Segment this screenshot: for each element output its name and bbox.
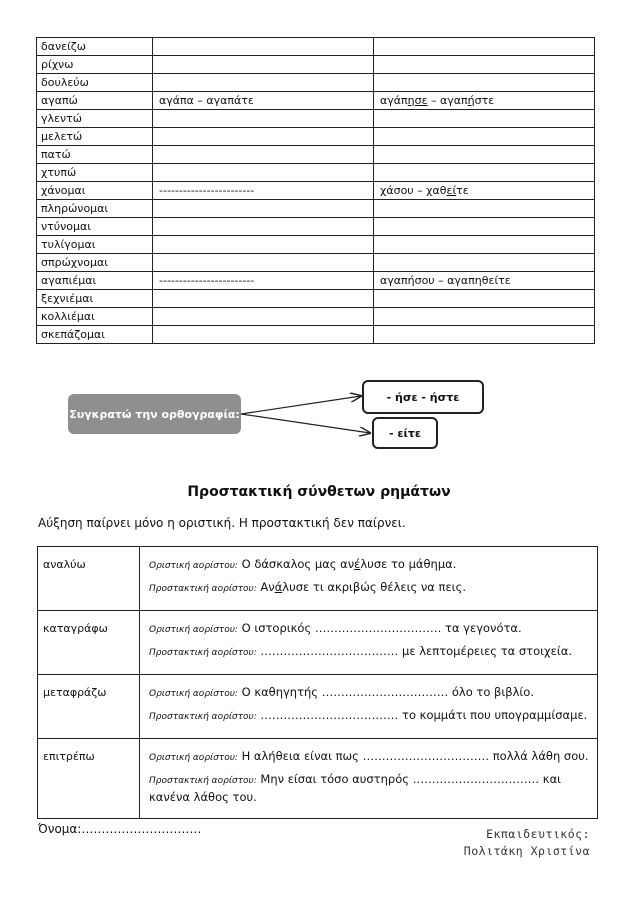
verb-cell: τυλίγομαι [37, 236, 153, 254]
verb-row [37, 326, 595, 344]
verb-row [37, 74, 595, 92]
ending-hse-hste: - ήσε - ήστε [362, 380, 484, 414]
verb-row [37, 146, 595, 164]
verb-row [37, 164, 595, 182]
aorist-imperative-cell[interactable] [374, 254, 595, 272]
arrow-to-ending1 [241, 396, 361, 414]
compound-row [38, 611, 598, 675]
compound-verb: αναλύω [38, 547, 140, 611]
aorist-imperative-cell[interactable] [374, 326, 595, 344]
indicative-line: Οριστική αορίστου: Ο δάσκαλος μας ανέλυσε το μάθημα. [149, 557, 457, 571]
author-role: Εκπαιδευτικός: [486, 827, 590, 841]
present-imperative-cell[interactable] [153, 326, 374, 344]
verb-cell: ρίχνω [37, 56, 153, 74]
verb-row [37, 290, 595, 308]
present-imperative-cell[interactable] [153, 254, 374, 272]
imperative-line: Προστακτική αορίστου: Ανάλυσε τι ακριβώς θέλεις να πεις. [149, 580, 466, 594]
verb-cell: πατώ [37, 146, 153, 164]
verb-row [37, 92, 595, 110]
present-imperative-cell[interactable] [153, 236, 374, 254]
verb-row [37, 308, 595, 326]
aorist-imperative-cell[interactable] [374, 308, 595, 326]
compound-verb: μεταφράζω [38, 675, 140, 739]
present-imperative-cell[interactable] [153, 74, 374, 92]
verb-cell: μελετώ [37, 128, 153, 146]
compound-verb: καταγράφω [38, 611, 140, 675]
verb-cell: αγαπώ [37, 92, 153, 110]
verb-cell: γλεντώ [37, 110, 153, 128]
present-imperative-cell[interactable] [153, 56, 374, 74]
arrow-to-ending2 [241, 414, 370, 433]
aorist-imperative-cell[interactable] [374, 110, 595, 128]
compound-row [38, 547, 598, 611]
verb-cell: δανείζω [37, 38, 153, 56]
verb-cell: σκεπάζομαι [37, 326, 153, 344]
present-imperative-cell[interactable] [153, 146, 374, 164]
verb-row [37, 128, 595, 146]
compound-verbs-table [37, 546, 598, 819]
imperative-label: Προστακτική αορίστου: [149, 584, 257, 594]
verb-cell: κολλιέμαι [37, 308, 153, 326]
author-block [464, 826, 590, 860]
spelling-rule-label: Συγκρατώ την ορθογραφία: [68, 394, 241, 434]
present-imperative-cell[interactable]: ------------------------ [153, 272, 374, 290]
aorist-imperative-cell[interactable]: αγάπησε – αγαπήστε [374, 92, 595, 110]
present-imperative-cell[interactable] [153, 110, 374, 128]
verb-cell: ξεχνιέμαι [37, 290, 153, 308]
verb-row [37, 236, 595, 254]
indicative-line: Οριστική αορίστου: Ο ιστορικός …………………………… τα γεγονότα. [149, 621, 522, 635]
present-imperative-cell[interactable]: ------------------------ [153, 182, 374, 200]
present-imperative-cell[interactable] [153, 200, 374, 218]
aorist-imperative-cell[interactable] [374, 290, 595, 308]
imperative-line: Προστακτική αορίστου: ……………………………… το κομμάτι που υπογραμμίσαμε. [149, 708, 588, 722]
verb-cell: χάνομαι [37, 182, 153, 200]
aorist-imperative-cell[interactable] [374, 128, 595, 146]
ending-eite: - είτε [372, 417, 438, 449]
aorist-imperative-cell[interactable]: αγαπήσου – αγαπηθείτε [374, 272, 595, 290]
aorist-imperative-cell[interactable] [374, 164, 595, 182]
imperative-line: Προστακτική αορίστου: ……………………………… με λεπτομέρειες τα στοιχεία. [149, 644, 573, 658]
aorist-imperative-cell[interactable] [374, 56, 595, 74]
verb-row [37, 110, 595, 128]
present-imperative-cell[interactable]: αγάπα – αγαπάτε [153, 92, 374, 110]
verb-cell: δουλεύω [37, 74, 153, 92]
present-imperative-cell[interactable] [153, 164, 374, 182]
verb-row [37, 182, 595, 200]
verb-cell: αγαπιέμαι [37, 272, 153, 290]
verb-cell: πληρώνομαι [37, 200, 153, 218]
intro-text: Αύξηση παίρνει μόνο η οριστική. Η προστακτική δεν παίρνει. [38, 516, 406, 530]
present-imperative-cell[interactable] [153, 290, 374, 308]
verb-row [37, 254, 595, 272]
verb-row [37, 200, 595, 218]
verb-row [37, 272, 595, 290]
aorist-imperative-cell[interactable] [374, 218, 595, 236]
aorist-imperative-cell[interactable] [374, 146, 595, 164]
author-name: Πολιτάκη Χριστίνα [463, 844, 590, 858]
indicative-line: Οριστική αορίστου: Η αλήθεια είναι πως …………………………… πολλά λάθη σου. [149, 749, 589, 763]
aorist-imperative-cell[interactable] [374, 236, 595, 254]
compound-verb: επιτρέπω [38, 739, 140, 819]
indicative-line: Οριστική αορίστου: Ο καθηγητής …………………………… όλο το βιβλίο. [149, 685, 534, 699]
present-imperative-cell[interactable] [153, 38, 374, 56]
student-name-field[interactable]: Όνομα:………………………… [38, 822, 202, 836]
aorist-imperative-cell[interactable] [374, 200, 595, 218]
verb-row [37, 218, 595, 236]
section-title: Προστακτική σύνθετων ρημάτων [187, 484, 451, 500]
indicative-label: Οριστική αορίστου: [149, 561, 238, 571]
imperative-line: Προστακτική αορίστου: Μην είσαι τόσο αυστηρός …………………………… και κανένα λάθος του. [149, 772, 562, 804]
compound-row [38, 675, 598, 739]
verb-row [37, 56, 595, 74]
present-imperative-cell[interactable] [153, 308, 374, 326]
verb-row [37, 38, 595, 56]
verbs-table [36, 37, 595, 344]
verb-cell: ντύνομαι [37, 218, 153, 236]
aorist-imperative-cell[interactable]: χάσου – χαθείτε [374, 182, 595, 200]
present-imperative-cell[interactable] [153, 218, 374, 236]
compound-row [38, 739, 598, 819]
verb-cell: χτυπώ [37, 164, 153, 182]
aorist-imperative-cell[interactable] [374, 38, 595, 56]
verb-cell: σπρώχνομαι [37, 254, 153, 272]
present-imperative-cell[interactable] [153, 128, 374, 146]
aorist-imperative-cell[interactable] [374, 74, 595, 92]
